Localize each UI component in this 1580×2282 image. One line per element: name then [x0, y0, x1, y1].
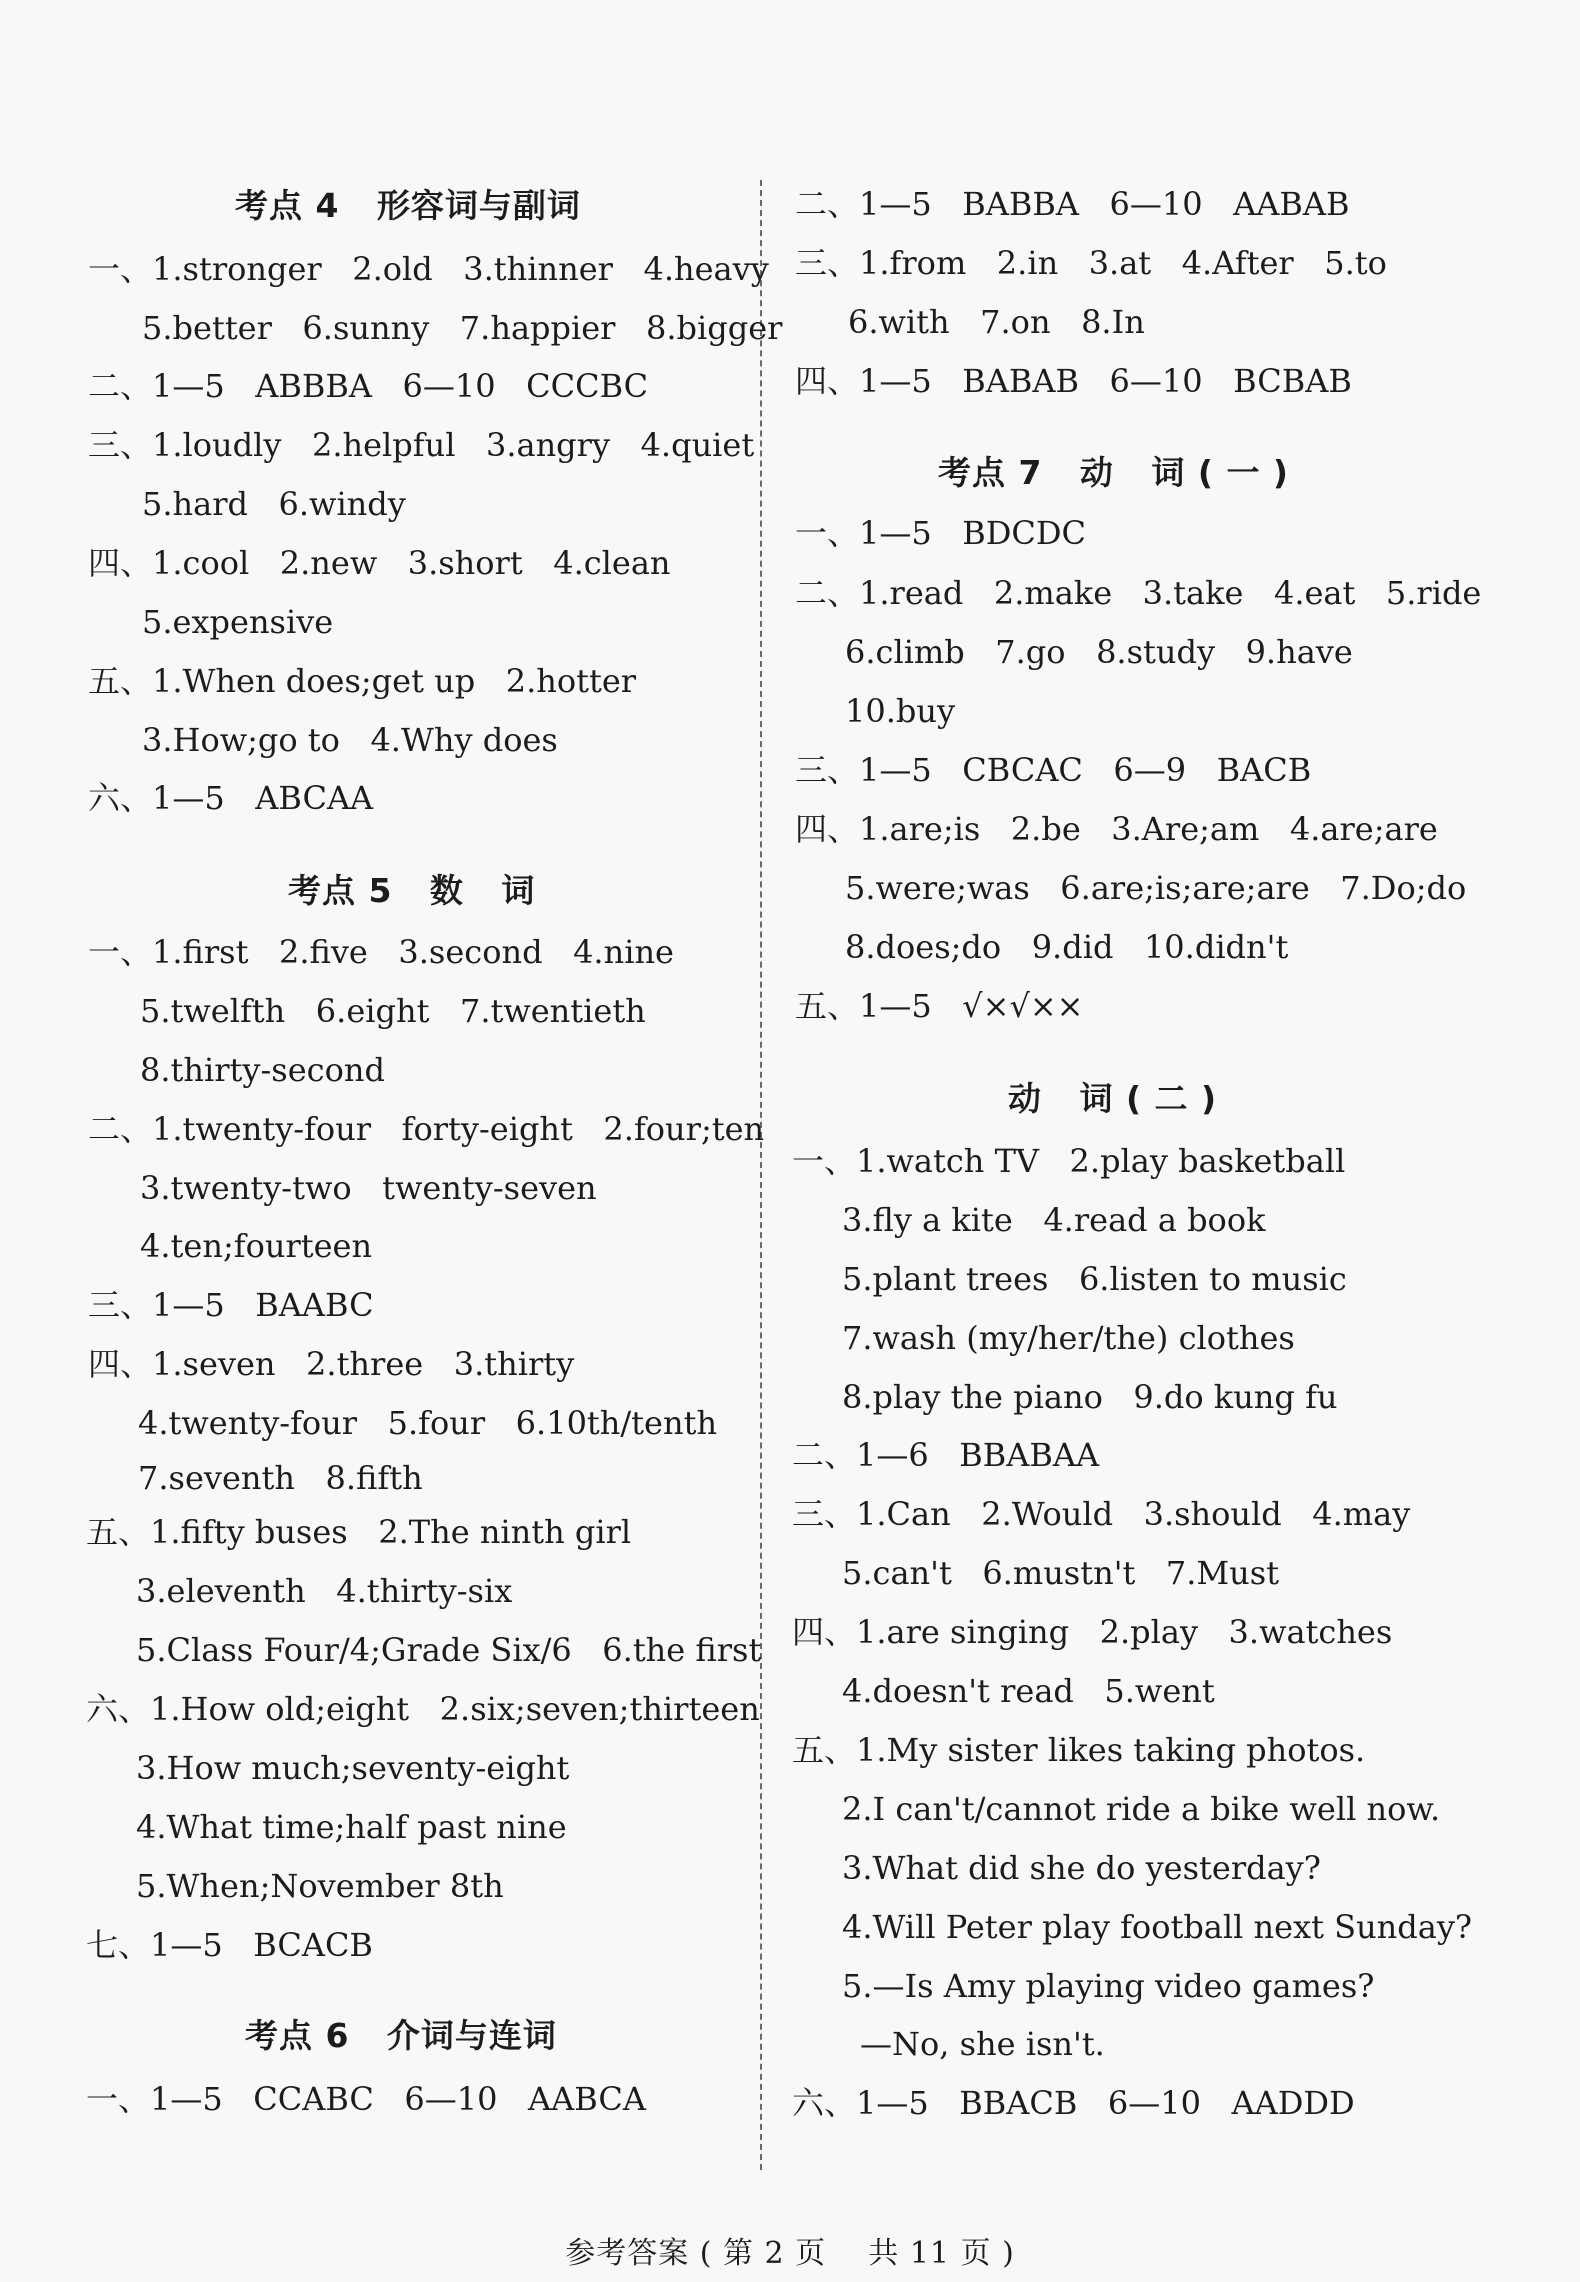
answer-line: 2.I can't/cannot ride a bike well now. — [842, 1790, 1441, 1828]
answer-line: 二、1.read 2.make 3.take 4.eat 5.ride — [795, 574, 1482, 612]
answer-line: 六、1—5 ABCAA — [88, 779, 374, 817]
answer-line: 8.does;do 9.did 10.didn't — [845, 928, 1289, 966]
answer-line: 一、1—5 BDCDC — [795, 514, 1087, 552]
answer-line: 三、1—5 BAABC — [88, 1286, 374, 1324]
section-heading-4: 考点 4 形容词与副词 — [235, 186, 581, 225]
answer-line: 四、1—5 BABAB 6—10 BCBAB — [795, 362, 1352, 400]
answer-line: 三、1.loudly 2.helpful 3.angry 4.quiet — [88, 426, 755, 464]
answer-line: 3.How;go to 4.Why does — [142, 721, 558, 759]
answer-line: 一、1.stronger 2.old 3.thinner 4.heavy — [88, 250, 769, 288]
answer-line: 4.What time;half past nine — [136, 1808, 567, 1846]
answer-line: 8.thirty-second — [140, 1051, 385, 1089]
answer-line: 8.play the piano 9.do kung fu — [842, 1378, 1338, 1416]
answer-line: 5.were;was 6.are;is;are;are 7.Do;do — [845, 869, 1467, 907]
answer-line: 六、1.How old;eight 2.six;seven;thirteen — [86, 1690, 760, 1728]
answer-line: 3.How much;seventy-eight — [136, 1749, 570, 1787]
answer-line: 10.buy — [845, 692, 956, 730]
answer-line: 7.seventh 8.fifth — [138, 1459, 423, 1497]
answer-line: 一、1.first 2.five 3.second 4.nine — [88, 933, 674, 971]
page-footer: 参考答案 ( 第 2 页 共 11 页 ) — [565, 2236, 1015, 2271]
answer-line: 5.better 6.sunny 7.happier 8.bigger — [142, 309, 783, 347]
column-divider — [760, 180, 762, 2170]
answer-line: 五、1.My sister likes taking photos. — [792, 1731, 1366, 1769]
answer-line: 五、1.When does;get up 2.hotter — [88, 662, 637, 700]
answer-line: 5.can't 6.mustn't 7.Must — [842, 1554, 1280, 1592]
answer-line: 5.expensive — [142, 603, 334, 641]
section-heading-verbs-2: 动 词 ( 二 ) — [1008, 1079, 1218, 1118]
answer-line: 3.fly a kite 4.read a book — [842, 1201, 1266, 1239]
answer-line: 二、1—6 BBABAA — [792, 1436, 1100, 1474]
answer-line: 二、1—5 BABBA 6—10 AABAB — [795, 185, 1350, 223]
answer-line: 3.eleventh 4.thirty-six — [136, 1572, 513, 1610]
answer-line: 二、1.twenty-four forty-eight 2.four;ten — [88, 1110, 765, 1148]
answer-line: 6.climb 7.go 8.study 9.have — [845, 633, 1353, 671]
answer-line: 3.What did she do yesterday? — [842, 1849, 1321, 1887]
answer-line: 5.twelfth 6.eight 7.twentieth — [140, 992, 646, 1030]
answer-line: 四、1.cool 2.new 3.short 4.clean — [88, 544, 671, 582]
answer-line: 4.Will Peter play football next Sunday? — [842, 1908, 1473, 1946]
section-heading-6: 考点 6 介词与连词 — [245, 2016, 557, 2055]
section-heading-7: 考点 7 动 词 ( 一 ) — [938, 453, 1290, 492]
answer-line: 4.doesn't read 5.went — [842, 1672, 1215, 1710]
answer-line: 7.wash (my/her/the) clothes — [842, 1319, 1295, 1357]
section-heading-5: 考点 5 数 词 — [288, 871, 536, 910]
answer-line: 三、1.Can 2.Would 3.should 4.may — [792, 1495, 1411, 1533]
answer-line: 5.When;November 8th — [136, 1867, 504, 1905]
answer-line: 一、1.watch TV 2.play basketball — [792, 1142, 1346, 1180]
answer-line: 二、1—5 ABBBA 6—10 CCCBC — [88, 367, 649, 405]
answer-line: 七、1—5 BCACB — [86, 1926, 373, 1964]
answer-line: 三、1.from 2.in 3.at 4.After 5.to — [795, 244, 1387, 282]
answer-line: —No, she isn't. — [860, 2025, 1105, 2063]
answer-line: 5.Class Four/4;Grade Six/6 6.the first — [136, 1631, 762, 1669]
answer-line: 6.with 7.on 8.In — [848, 303, 1145, 341]
answer-line: 一、1—5 CCABC 6—10 AABCA — [86, 2080, 646, 2118]
answer-line: 5.plant trees 6.listen to music — [842, 1260, 1347, 1298]
answer-line: 三、1—5 CBCAC 6—9 BACB — [795, 751, 1312, 789]
answer-line: 五、1—5 √×√×× — [795, 987, 1084, 1025]
answer-line: 四、1.are;is 2.be 3.Are;am 4.are;are — [795, 810, 1438, 848]
answer-line: 六、1—5 BBACB 6—10 AADDD — [792, 2084, 1355, 2122]
answer-line: 5.—Is Amy playing video games? — [842, 1967, 1375, 2005]
answer-line: 5.hard 6.windy — [142, 485, 406, 523]
answer-line: 4.twenty-four 5.four 6.10th/tenth — [138, 1404, 718, 1442]
answer-line: 4.ten;fourteen — [140, 1227, 373, 1265]
answer-line: 四、1.are singing 2.play 3.watches — [792, 1613, 1393, 1651]
answer-line: 五、1.fifty buses 2.The ninth girl — [86, 1513, 632, 1551]
answer-line: 四、1.seven 2.three 3.thirty — [88, 1345, 575, 1383]
answer-line: 3.twenty-two twenty-seven — [140, 1169, 597, 1207]
